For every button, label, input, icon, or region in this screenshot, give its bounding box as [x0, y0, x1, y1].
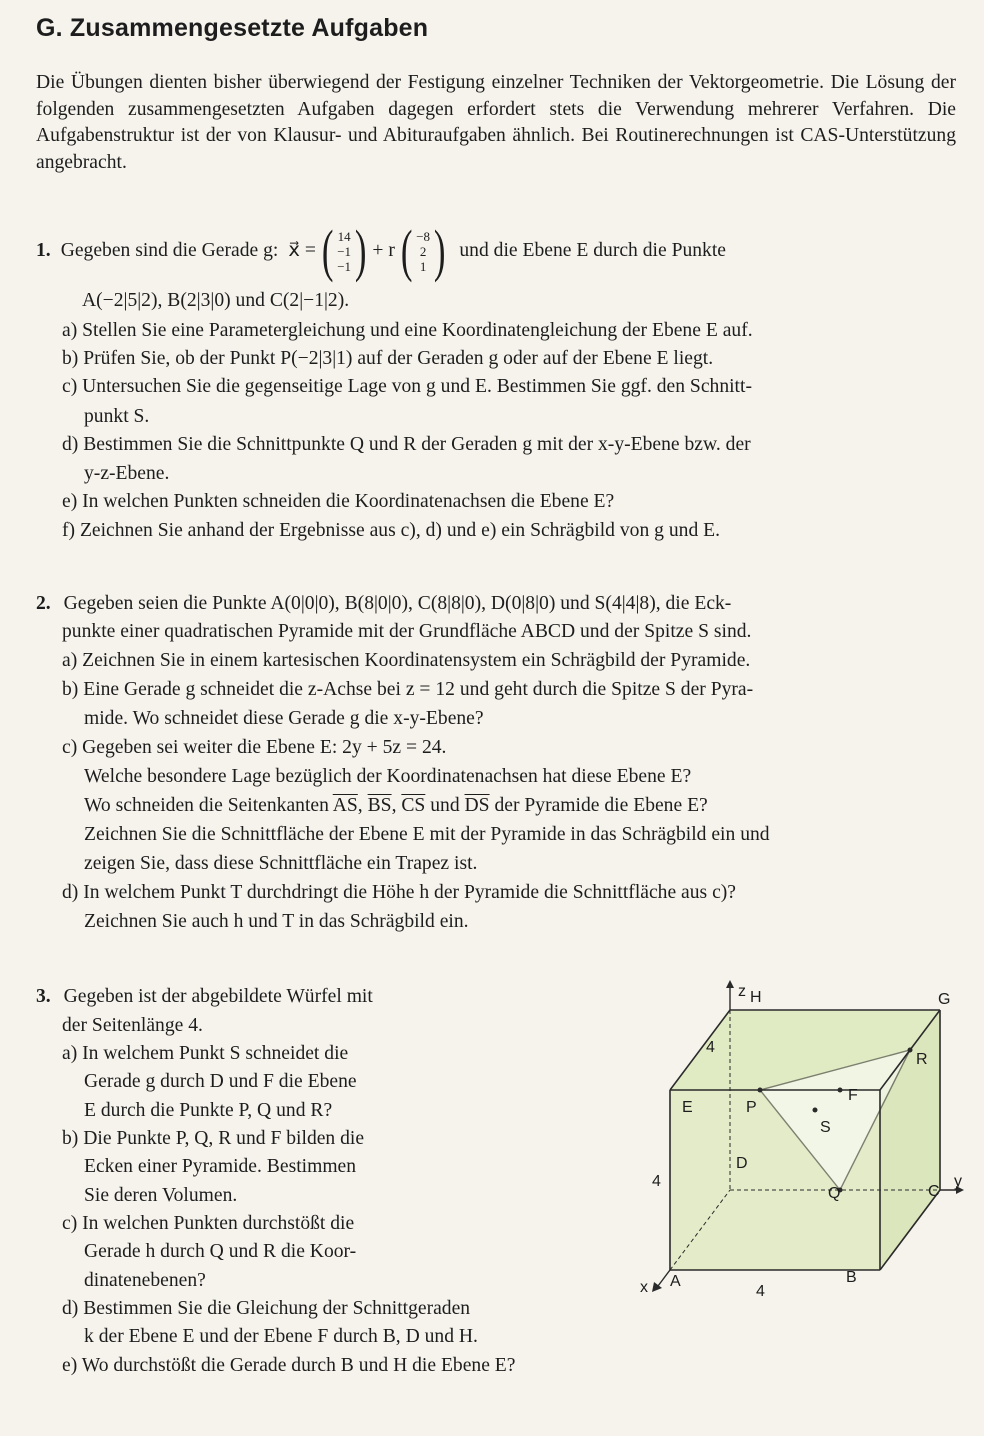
cube-figure — [640, 980, 970, 1310]
task-1-lead: Gegeben sind die Gerade g: — [60, 240, 279, 261]
task-3-item-a-cont-2: E durch die Punkte P, Q und R? — [84, 1100, 333, 1121]
task-2-item-b-cont: mide. Wo schneidet diese Gerade g die x-y-Ebene? — [84, 708, 484, 729]
task-1-plus-r: + r — [372, 240, 395, 261]
task-2-item-b: b) Eine Gerade g schneidet die z-Achse bei z = 12 und geht durch die Spitze S der Pyra- — [62, 679, 754, 700]
edges-post: der Pyramide die Ebene E? — [489, 795, 708, 816]
task-3-item-c: c) In welchen Punkten durchstößt die — [62, 1213, 355, 1234]
point-f — [838, 1088, 843, 1093]
task-3-item-a-cont-1: Gerade g durch D und F die Ebene — [84, 1071, 357, 1092]
point-p — [758, 1088, 763, 1093]
label-4-bottom: 4 — [756, 1283, 765, 1300]
task-3-item-c-cont-2: dinatenebenen? — [84, 1270, 206, 1291]
task-3-item-c-cont-1: Gerade h durch Q und R die Koor- — [84, 1241, 357, 1262]
task-3-item-b-cont-1: Ecken einer Pyramide. Bestimmen — [84, 1156, 357, 1177]
task-1-lhs: x⃗ = — [288, 240, 316, 261]
edge-ds: $\overline{DS}$ — [464, 795, 490, 816]
section-heading: G. Zusammengesetzte Aufgaben — [36, 14, 429, 42]
z-axis-arrow — [726, 980, 734, 988]
task-2-line-1: Gegeben seien die Punkte A(0|0|0), B(8|0|0), C(8|8|0), D(0|8|0) und S(4|4|8), die Eck- — [63, 593, 732, 614]
label-z: z — [738, 983, 746, 1000]
vector-1-z: −1 — [337, 258, 352, 274]
task-1-item-d: d) Bestimmen Sie die Schnittpunkte Q und R der Geraden g mit der x-y-Ebene bzw. der — [62, 434, 751, 455]
edges-pre: Wo schneiden die Seitenkanten — [84, 795, 333, 816]
label-h: H — [750, 989, 762, 1006]
task-3-number: 3. — [36, 986, 51, 1007]
task-2-item-c-edges: Wo schneiden die Seitenkanten $\overline{AS}$, $\overline{BS}$, $\overline{CS}$ und $\overline{DS}$ der Pyramide die Ebene E? — [84, 795, 708, 816]
label-d: D — [736, 1155, 748, 1172]
task-3-line-1: Gegeben ist der abgebildete Würfel mit — [63, 986, 373, 1007]
vector-1-x: 14 — [337, 228, 351, 244]
point-s — [813, 1108, 818, 1113]
task-3-item-e: e) Wo durchstößt die Gerade durch B und H die Ebene E? — [62, 1355, 516, 1376]
direction-vector-1: ( 14 −1 −1 ) — [321, 218, 367, 283]
task-2-number: 2. — [36, 593, 51, 614]
task-2-item-c-lage: Welche besondere Lage bezüglich der Koordinatenachsen hat diese Ebene E? — [84, 766, 692, 787]
label-4-top: 4 — [706, 1039, 715, 1056]
edge-bs: $\overline{BS}$ — [367, 795, 392, 816]
label-e: E — [682, 1099, 693, 1116]
task-2-item-a: a) Zeichnen Sie in einem kartesischen Koordinatensystem ein Schrägbild der Pyramide. — [62, 650, 751, 671]
label-y: y — [954, 1173, 962, 1190]
task-1-item-c: c) Untersuchen Sie die gegenseitige Lage von g und E. Bestimmen Sie ggf. den Schnitt- — [62, 376, 752, 397]
task-1-item-b: b) Prüfen Sie, ob der Punkt P(−2|3|1) auf der Geraden g oder auf der Ebene E liegt. — [62, 348, 714, 369]
task-1-item-a: a) Stellen Sie eine Parametergleichung und eine Koordinatengleichung der Ebene E auf. — [62, 320, 753, 341]
intro-paragraph: Die Übungen dienten bisher überwiegend der Festigung einzelner Techniken der Vektorgeometrie. Die Lösung der folgenden zusammengesetzten Aufgaben dagegen erfordert stets die Verwendung mehrerer Verfahren. Die Aufgabenstruktur ist der von Klausur- und Abituraufgaben ähnlich. Bei Routinerechnungen ist CAS-Unterstützung angebracht. — [36, 72, 956, 173]
x-axis — [658, 1270, 670, 1286]
label-f: F — [848, 1087, 858, 1104]
task-1-points: A(−2|5|2), B(2|3|0) und C(2|−1|2). — [82, 290, 350, 311]
task-1-item-d-cont: y-z-Ebene. — [84, 463, 170, 484]
task-3-first-line — [36, 984, 373, 1010]
task-3-item-d: d) Bestimmen Sie die Gleichung der Schnittgeraden — [62, 1298, 471, 1319]
task-2-item-c: c) Gegeben sei weiter die Ebene E: 2y + 5z = 24. — [62, 737, 447, 758]
task-1-first-line — [36, 218, 726, 283]
vector-2-x: −8 — [416, 228, 431, 244]
label-r: R — [916, 1051, 928, 1068]
task-2-item-c-draw: Zeichnen Sie die Schnittfläche der Ebene E mit der Pyramide in das Schrägbild ein und — [84, 824, 770, 845]
task-1-item-e: e) In welchen Punkten schneiden die Koordinatenachsen die Ebene E? — [62, 491, 615, 512]
edge-as: $\overline{AS}$ — [332, 795, 358, 816]
point-r — [908, 1048, 913, 1053]
task-3-item-d-cont: k der Ebene E und der Ebene F durch B, D und H. — [84, 1326, 478, 1347]
task-1-number: 1. — [36, 240, 51, 261]
label-s: S — [820, 1119, 831, 1136]
label-c: C — [928, 1183, 940, 1200]
label-a: A — [670, 1273, 681, 1290]
vector-2-y: 2 — [419, 243, 427, 259]
label-x: x — [640, 1279, 648, 1296]
task-3-line-2: der Seitenlänge 4. — [62, 1015, 203, 1036]
task-2-item-d-cont: Zeichnen Sie auch h und T in das Schrägbild ein. — [84, 911, 469, 932]
edges-and: und — [425, 795, 465, 816]
task-1-tail: und die Ebene E durch die Punkte — [459, 240, 726, 261]
task-2-first-line — [36, 591, 731, 617]
task-1-item-f: f) Zeichnen Sie anhand der Ergebnisse aus c), d) und e) ein Schrägbild von g und E. — [62, 520, 721, 541]
label-q: Q — [828, 1185, 841, 1202]
task-3-item-b-cont-2: Sie deren Volumen. — [84, 1185, 238, 1206]
task-3-item-a: a) In welchem Punkt S schneidet die — [62, 1043, 349, 1064]
label-p: P — [746, 1099, 757, 1116]
vector-2-z: 1 — [419, 258, 427, 274]
task-2-item-d: d) In welchem Punkt T durchdringt die Höhe h der Pyramide die Schnittfläche aus c)? — [62, 882, 736, 903]
label-b: B — [846, 1269, 857, 1286]
vector-1-y: −1 — [337, 243, 352, 259]
task-2-item-c-trapez: zeigen Sie, dass diese Schnittfläche ein Trapez ist. — [84, 853, 478, 874]
label-g: G — [938, 991, 951, 1008]
task-2-line-2: punkte einer quadratischen Pyramide mit der Grundfläche ABCD und der Spitze S sind. — [62, 621, 752, 642]
edge-cs: $\overline{CS}$ — [401, 795, 426, 816]
label-4-left: 4 — [652, 1173, 661, 1190]
direction-vector-2: ( −8 2 1 ) — [400, 218, 446, 283]
task-1-item-c-cont: punkt S. — [84, 406, 150, 427]
task-3-item-b: b) Die Punkte P, Q, R und F bilden die — [62, 1128, 365, 1149]
